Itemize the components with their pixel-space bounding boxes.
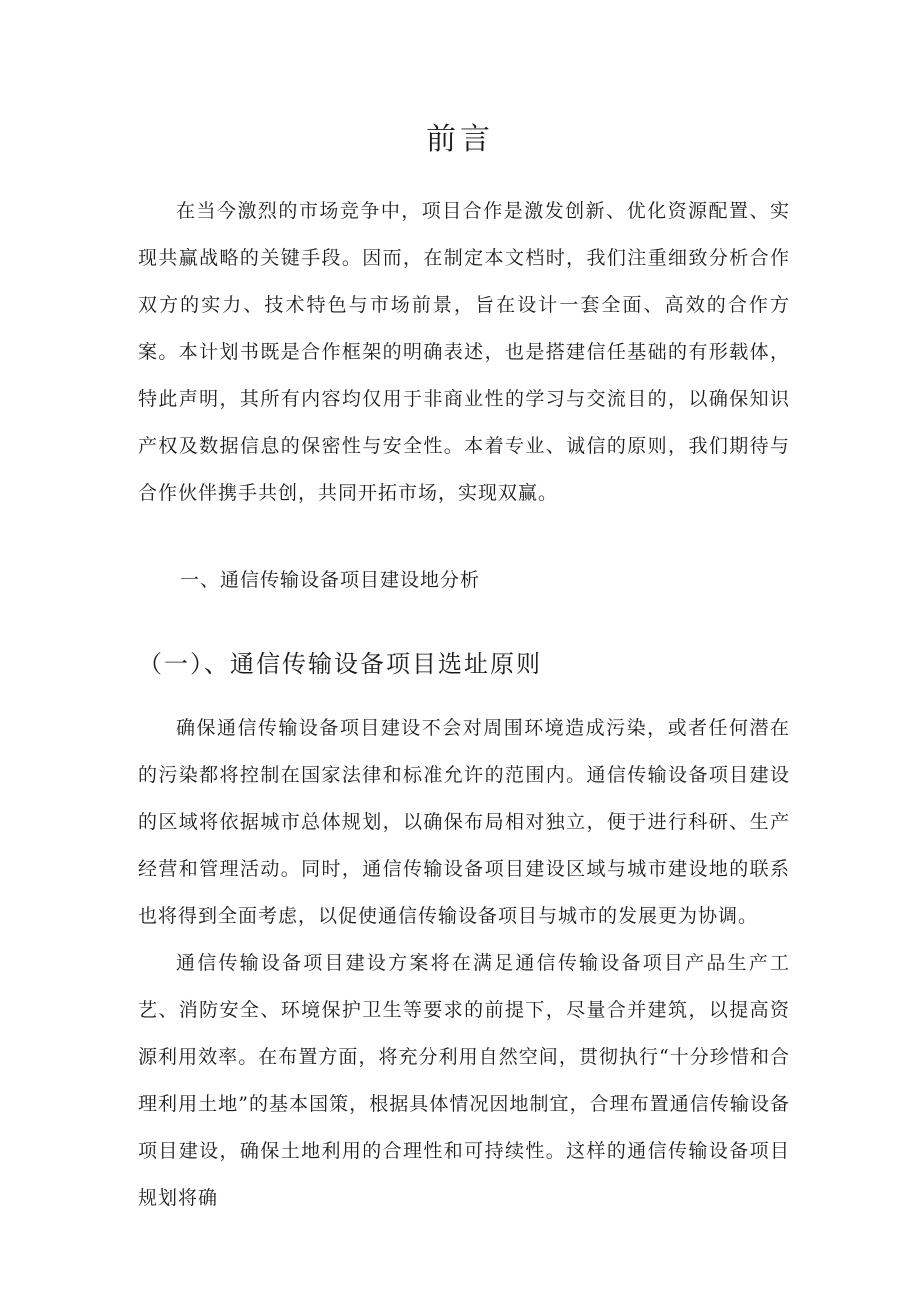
subsection-heading: （一）、通信传输设备项目选址原则 (138, 650, 542, 678)
section-heading: 一、通信传输设备项目建设地分析 (180, 569, 481, 591)
body-paragraph-2: 通信传输设备项目建设方案将在满足通信传输设备项目产品生产工艺、消防安全、环境保护卫生等要求的前提下，尽量合并建筑，以提高资源利用效率。在布置方面，将充分利用自然空间，贯彻执行“十分珍惜和合理利用土地”的基本国策，根据具体情况因地制宜，合理布置通信传输设备项目建设，确保土地利用的合理性和可持续性。这样的通信传输设备项目规划将确 (138, 952, 790, 1209)
page-title: 前言 (426, 122, 494, 157)
body-paragraph-1: 确保通信传输设备项目建设不会对周围环境造成污染，或者任何潜在的污染都将控制在国家法律和标准允许的范围内。通信传输设备项目建设的区域将依据城市总体规划，以确保布局相对独立，便于进行科研、生产经营和管理活动。同时，通信传输设备项目建设区域与城市建设地的联系也将得到全面考虑，以促使通信传输设备项目与城市的发展更为协调。 (138, 717, 790, 927)
intro-paragraph: 在当今激烈的市场竞争中，项目合作是激发创新、优化资源配置、实现共赢战略的关键手段。因而，在制定本文档时，我们注重细致分析合作双方的实力、技术特色与市场前景，旨在设计一套全面、高效的合作方案。本计划书既是合作框架的明确表述，也是搭建信任基础的有形载体，特此声明，其所有内容均仅用于非商业性的学习与交流目的，以确保知识产权及数据信息的保密性与安全性。本着专业、诚信的原则，我们期待与合作伙伴携手共创，共同开拓市场，实现双赢。 (138, 200, 790, 504)
